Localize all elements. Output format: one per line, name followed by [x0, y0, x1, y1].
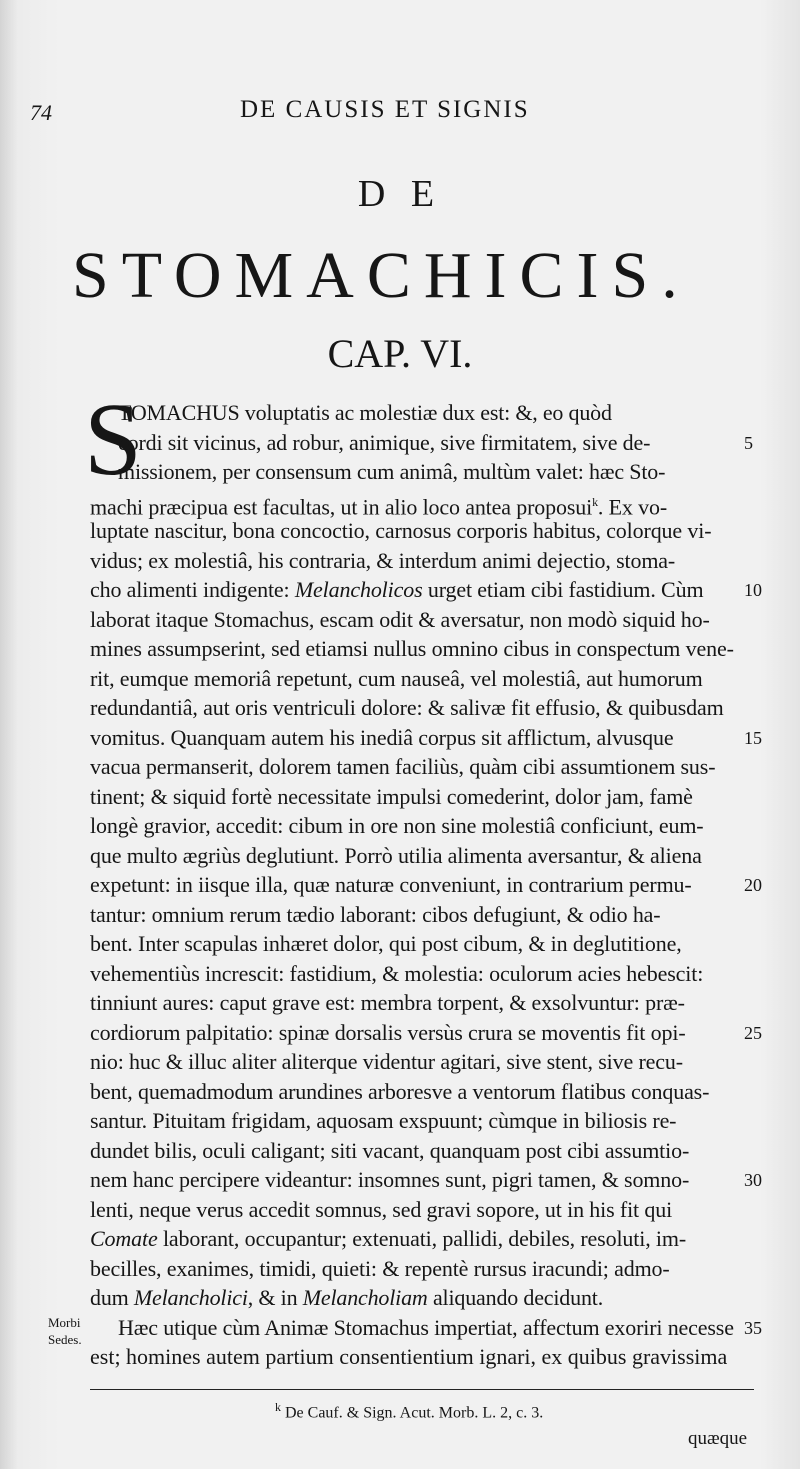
- text-span: vacua permanserit, dolorem tamen faciliùs, quàm cibi assumtionem sus-: [90, 754, 716, 779]
- text-span: tinent; & siquid fortè necessitate impulsi comederint, dolor jam, famè: [90, 783, 693, 809]
- drop-cap: S: [84, 382, 142, 497]
- chapter-title-prefix: D E: [357, 173, 443, 215]
- line-number: 15: [744, 727, 762, 748]
- text-span: aliquando decidunt.: [427, 1285, 604, 1310]
- footnote-ref: k: [592, 494, 598, 509]
- text-span: TOMACHUS voluptatis ac molestiæ dux est: &, eo quòd: [118, 400, 612, 425]
- text-span: lenti, neque verus accedit somnus, sed gravi sopore, ut in his fit qui: [90, 1196, 673, 1222]
- text-line: [90, 1224, 754, 1254]
- text-line: [90, 752, 754, 782]
- text-line: [90, 870, 754, 900]
- text-line: [90, 1254, 754, 1284]
- line-number: 20: [744, 875, 762, 895]
- text-line: [90, 811, 754, 841]
- italic-term: Comate: [90, 1226, 158, 1251]
- text-span: dundet bilis, oculi caligant; siti vacant, quanquam post cibi assumtio-: [90, 1137, 690, 1163]
- line-number: 35: [744, 1317, 762, 1338]
- text-span: vomitus. Quanquam autem his inediâ corpus sit afflictum, alvusque: [90, 724, 674, 750]
- text-span: mines assumpserint, sed etiamsi nullus omnino cibus in conspectum vene-: [90, 636, 734, 661]
- text-line: [90, 1077, 754, 1107]
- line-number: 5: [744, 432, 753, 453]
- text-line: [90, 1283, 754, 1313]
- margin-note-line: Morbi: [48, 1315, 81, 1330]
- text-span: cordi sit vicinus, ad robur, animique, sive firmitatem, sive de-: [118, 429, 651, 455]
- text-span: vidus; ex molestiâ, his contraria, & interdum animi dejectio, stoma-: [90, 547, 676, 573]
- text-line: [90, 841, 754, 871]
- text-span: laborant, occupantur; extenuati, pallidi, debiles, resoluti, im-: [157, 1226, 687, 1251]
- text-span: urget etiam cibi fastidium. Cùm: [422, 577, 704, 602]
- text-line: [90, 575, 754, 605]
- catchword: quæque: [688, 1428, 748, 1449]
- text-line: [90, 634, 754, 664]
- text-line: [90, 782, 754, 812]
- text-span: machi præcipua est facultas, ut in alio loco antea proposui: [90, 493, 593, 519]
- footnote-mark: k: [275, 1400, 281, 1414]
- text-span: cho alimenti indigente:: [90, 577, 295, 602]
- text-line: [90, 1047, 754, 1077]
- text-line: [90, 929, 754, 959]
- text-line: [90, 1195, 754, 1225]
- italic-term: Melancholicos: [294, 577, 423, 602]
- text-line: [90, 487, 754, 517]
- page-number: 74: [30, 100, 52, 125]
- text-span: bent, quemadmodum arundines arboresve a ventorum flatibus conquas-: [90, 1078, 710, 1104]
- text-span: . Ex vo-: [597, 493, 668, 519]
- text-line: [90, 546, 754, 576]
- text-span: tinniunt aures: caput grave est: membra torpent, & exsolvuntur: præ-: [90, 990, 685, 1015]
- text-line: [90, 959, 754, 989]
- text-span: expetunt: in iisque illa, quæ naturæ conveniunt, in contrarium permu-: [90, 872, 692, 897]
- text-line: [90, 900, 754, 930]
- footnote: [275, 1400, 543, 1422]
- text-line: [90, 664, 754, 694]
- text-line: [90, 1018, 754, 1048]
- text-span: longè gravior, accedit: cibum in ore non sine molestiâ conficiunt, eum-: [90, 813, 704, 838]
- running-head: DE CAUSIS ET SIGNIS: [240, 96, 530, 123]
- text-line: [90, 1136, 754, 1166]
- text-line: [90, 1165, 754, 1195]
- text-span: que multo ægriùs deglutiunt. Porrò utilia alimenta aversantur, & aliena: [90, 842, 702, 868]
- text-span: nem hanc percipere videantur: insomnes sunt, pigri tamen, & somno-: [90, 1167, 690, 1192]
- text-span: becilles, exanimes, timidi, quieti: & repentè rursus iracundi; admo-: [90, 1255, 670, 1281]
- line-number: 10: [744, 580, 762, 600]
- footnote-text: De Cauf. & Sign. Acut. Morb. L. 2, c. 3.: [285, 1404, 544, 1422]
- text-line: [90, 693, 754, 723]
- text-line: [118, 1313, 754, 1343]
- margin-note: [48, 1314, 82, 1348]
- text-span: cordiorum palpitatio: spinæ dorsalis versùs crura se moventis fit opi-: [90, 1019, 686, 1045]
- line-number: 30: [744, 1170, 762, 1190]
- chapter-heading: CAP. VI.: [327, 331, 473, 376]
- text-span: est; homines autem partium consentientium ignari, ex quibus gravissima: [90, 1344, 728, 1369]
- text-span: rit, eumque memoriâ repetunt, cum nauseâ, vel molestiâ, aut humorum: [90, 665, 703, 691]
- text-span: bent. Inter scapulas inhæret dolor, qui post cibum, & in deglutitione,: [90, 931, 682, 956]
- text-line: [118, 428, 754, 458]
- italic-term: Melancholici: [133, 1285, 248, 1310]
- text-line: [118, 457, 754, 487]
- text-span: santur. Pituitam frigidam, aquosam exspuunt; cùmque in biliosis re-: [90, 1108, 677, 1133]
- text-line: [90, 516, 754, 546]
- text-span: nio: huc & illuc aliter aliterque videntur agitari, sive stent, sive recu-: [90, 1049, 683, 1074]
- line-number: 25: [744, 1022, 762, 1043]
- text-span: redundantiâ, aut oris ventriculi dolore: & salivæ fit effusio, & quibusdam: [90, 695, 724, 720]
- text-line: [90, 988, 754, 1018]
- text-line: [90, 605, 754, 635]
- text-span: tantur: omnium rerum tædio laborant: cibos defugiunt, & odio ha-: [90, 901, 661, 927]
- footnote-rule: [90, 1389, 754, 1390]
- chapter-title: STOMACHICIS.: [72, 239, 691, 312]
- text-span: , & in: [247, 1285, 303, 1310]
- text-span: Hæc utique cùm Animæ Stomachus impertiat, affectum exoriri necesse: [118, 1314, 734, 1340]
- text-span: missionem, per consensum cum animâ, multùm valet: hæc Sto-: [118, 459, 666, 484]
- text-span: dum: [90, 1285, 134, 1310]
- text-line: [90, 1106, 754, 1136]
- text-span: laborat itaque Stomachus, escam odit & aversatur, non modò siquid ho-: [90, 606, 710, 632]
- text-span: luptate nascitur, bona concoctio, carnosus corporis habitus, colorque vi-: [90, 518, 712, 543]
- italic-term: Melancholiam: [302, 1285, 428, 1310]
- text-line: [118, 398, 754, 428]
- text-line: [90, 1342, 754, 1372]
- margin-note-line: Sedes.: [48, 1332, 82, 1347]
- text-line: [90, 723, 754, 753]
- text-span: vehementiùs increscit: fastidium, & molestia: oculorum acies hebescit:: [90, 960, 704, 986]
